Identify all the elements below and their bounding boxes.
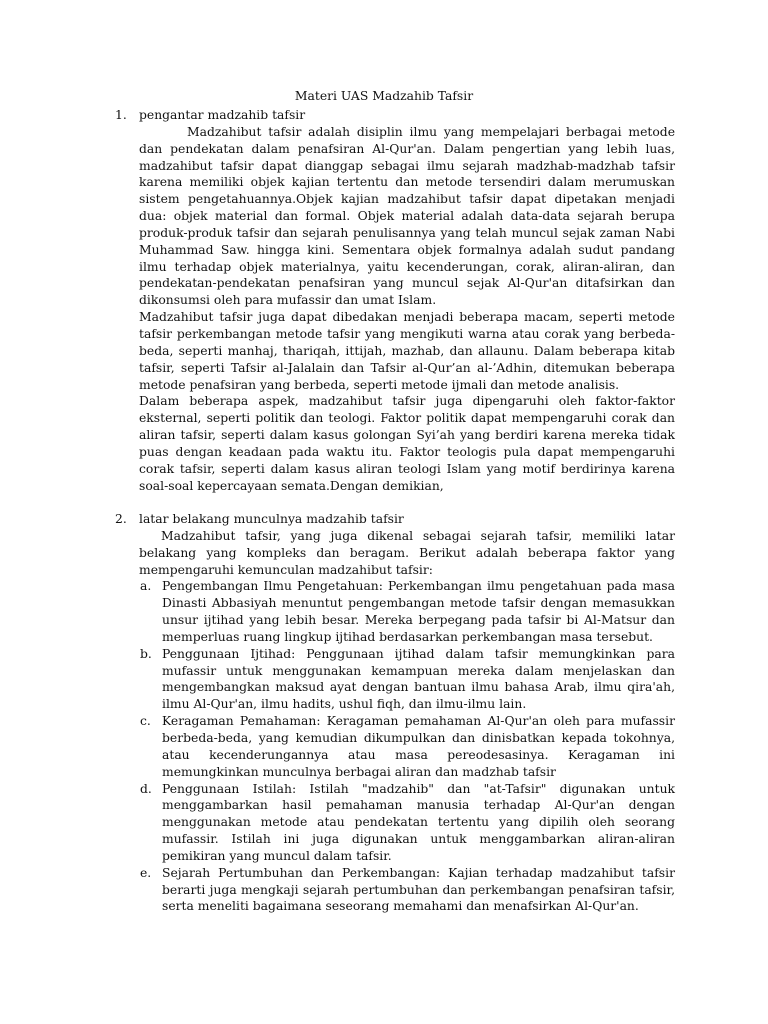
list-item <box>140 781 675 865</box>
section-number: 2. <box>115 512 127 526</box>
section-pengantar <box>0 107 768 494</box>
list-item <box>140 865 675 916</box>
document-title: Materi UAS Madzahib Tafsir <box>294 89 474 103</box>
section-heading <box>0 511 768 528</box>
list-item-marker: e. <box>140 865 152 880</box>
list-item-marker: c. <box>140 714 151 729</box>
paragraph: Madzahibut tafsir adalah disiplin ilmu yang mempelajari berbagai metode dan pendekatan dalam penafsiran Al-Qur'an. Dalam pengertian yang lebih luas, madzahibut tafsir dapat dianggap sebagai ilmu sejarah madzhab-madzhab tafsir karena memiliki objek kajian tertentu dan metode tersendiri dalam merumuskan sistem pengetahuannya.Objek kajian madzahibut tafsir dapat dipetakan menjadi dua: objek material dan formal. Objek material adalah data-data sejarah berupa produk-produk tafsir dan sejarah penulisannya yang telah muncul sejak zaman Nabi Muhammad Saw. hingga kini. Sementara objek formalnya adalah sudut pandang ilmu terhadap objek materialnya, yaitu kecenderungan, corak, aliran-aliran, dan pendekatan-pendekatan penafsiran yang muncul sejak Al-Qur'an ditafsirkan dan dikonsumsi oleh para mufassir dan umat Islam. <box>139 124 675 308</box>
list-item-text: Pengembangan Ilmu Pengetahuan: Perkembangan ilmu pengetahuan pada masa Dinasti Abbasiyah menuntut pengembangan metode tafsir dengan memasukkan unsur ijtihad yang lebih besar. Mereka berpegang pada tafsir bi Al-Matsur dan memperluas ruang lingkup ijtihad berdasarkan perkembangan masa tersebut. <box>162 579 675 644</box>
section-latar-belakang <box>0 511 768 915</box>
paragraph: Madzahibut tafsir juga dapat dibedakan menjadi beberapa macam, seperti metode tafsir perkembangan metode tafsir yang mengikuti warna atau corak yang berbeda-beda, seperti manhaj, thariqah, ittijah, mazhab, dan allaunu. Dalam beberapa kitab tafsir, seperti Tafsir al-Jalalain dan Tafsir al-Qur’an al-’Adhin, ditemukan beberapa metode penafsiran yang berbeda, seperti metode ijmali dan metode analisis. <box>139 310 675 392</box>
section-heading <box>0 107 768 124</box>
paragraph: Madzahibut tafsir, yang juga dikenal sebagai sejarah tafsir, memiliki latar belakang yang kompleks dan beragam. Berikut adalah beberapa faktor yang mempengaruhi kemunculan madzahibut tafsir: <box>139 528 675 577</box>
list-item-marker: d. <box>140 781 152 796</box>
list-item-text: Penggunaan Istilah: Istilah "madzahib" dan "at-Tafsir" digunakan untuk menggambarkan hasil pemahaman manusia terhadap Al-Qur'an dengan menggunakan metode atau pendekatan tertentu yang dipilih oleh seorang mufassir. Istilah ini juga digunakan untuk menggambarkan aliran-aliran pemikiran yang muncul dalam tafsir. <box>162 781 675 863</box>
list-item-text: Sejarah Pertumbuhan dan Perkembangan: Kajian terhadap madzahibut tafsir berarti juga mengkaji sejarah pertumbuhan dan perkembangan penafsiran tafsir, serta meneliti bagaimana seseorang memahami dan menafsirkan Al-Qur'an. <box>162 865 675 914</box>
list-item-text: Penggunaan Ijtihad: Penggunaan ijtihad dalam tafsir memungkinkan para mufassir untuk menggunakan kemampuan mereka dalam menjelaskan dan mengembangkan maksud ayat dengan bantuan ilmu bahasa Arab, ilmu qira'ah, ilmu Al-Qur'an, ilmu hadits, ushul fiqh, dan ilmu-ilmu lain. <box>162 646 675 712</box>
list-item-text: Keragaman Pemahaman: Keragaman pemahaman Al-Qur'an oleh para mufassir berbeda-beda, yang kemudian dikumpulkan dan dinisbatkan kepada tokohnya, atau kecenderungannya atau masa pereodesasinya. Keragaman ini memungkinkan munculnya berbagai aliran dan madzhab tafsir <box>162 714 675 779</box>
list-item <box>140 578 675 645</box>
section-title: latar belakang munculnya madzahib tafsir <box>139 512 404 526</box>
list-item-marker: a. <box>140 579 152 594</box>
list-item <box>140 646 675 713</box>
paragraph: Dalam beberapa aspek, madzahibut tafsir juga dipengaruhi oleh faktor-faktor eksternal, seperti politik dan teologi. Faktor politik dapat mempengaruhi corak dan aliran tafsir, seperti dalam kasus golongan Syi’ah yang berdiri karena mereka tidak puas dengan keadaan pada waktu itu. Faktor teologis pula dapat mempengaruhi corak tafsir, seperti dalam kasus aliran teologi Islam yang motif berdirinya karena soal-soal kepercayaan semata.Dengan demikian, <box>139 394 675 493</box>
list-item-marker: b. <box>140 646 152 661</box>
list-item <box>140 713 675 780</box>
section-title: pengantar madzahib tafsir <box>139 108 306 122</box>
section-number: 1. <box>115 108 127 122</box>
